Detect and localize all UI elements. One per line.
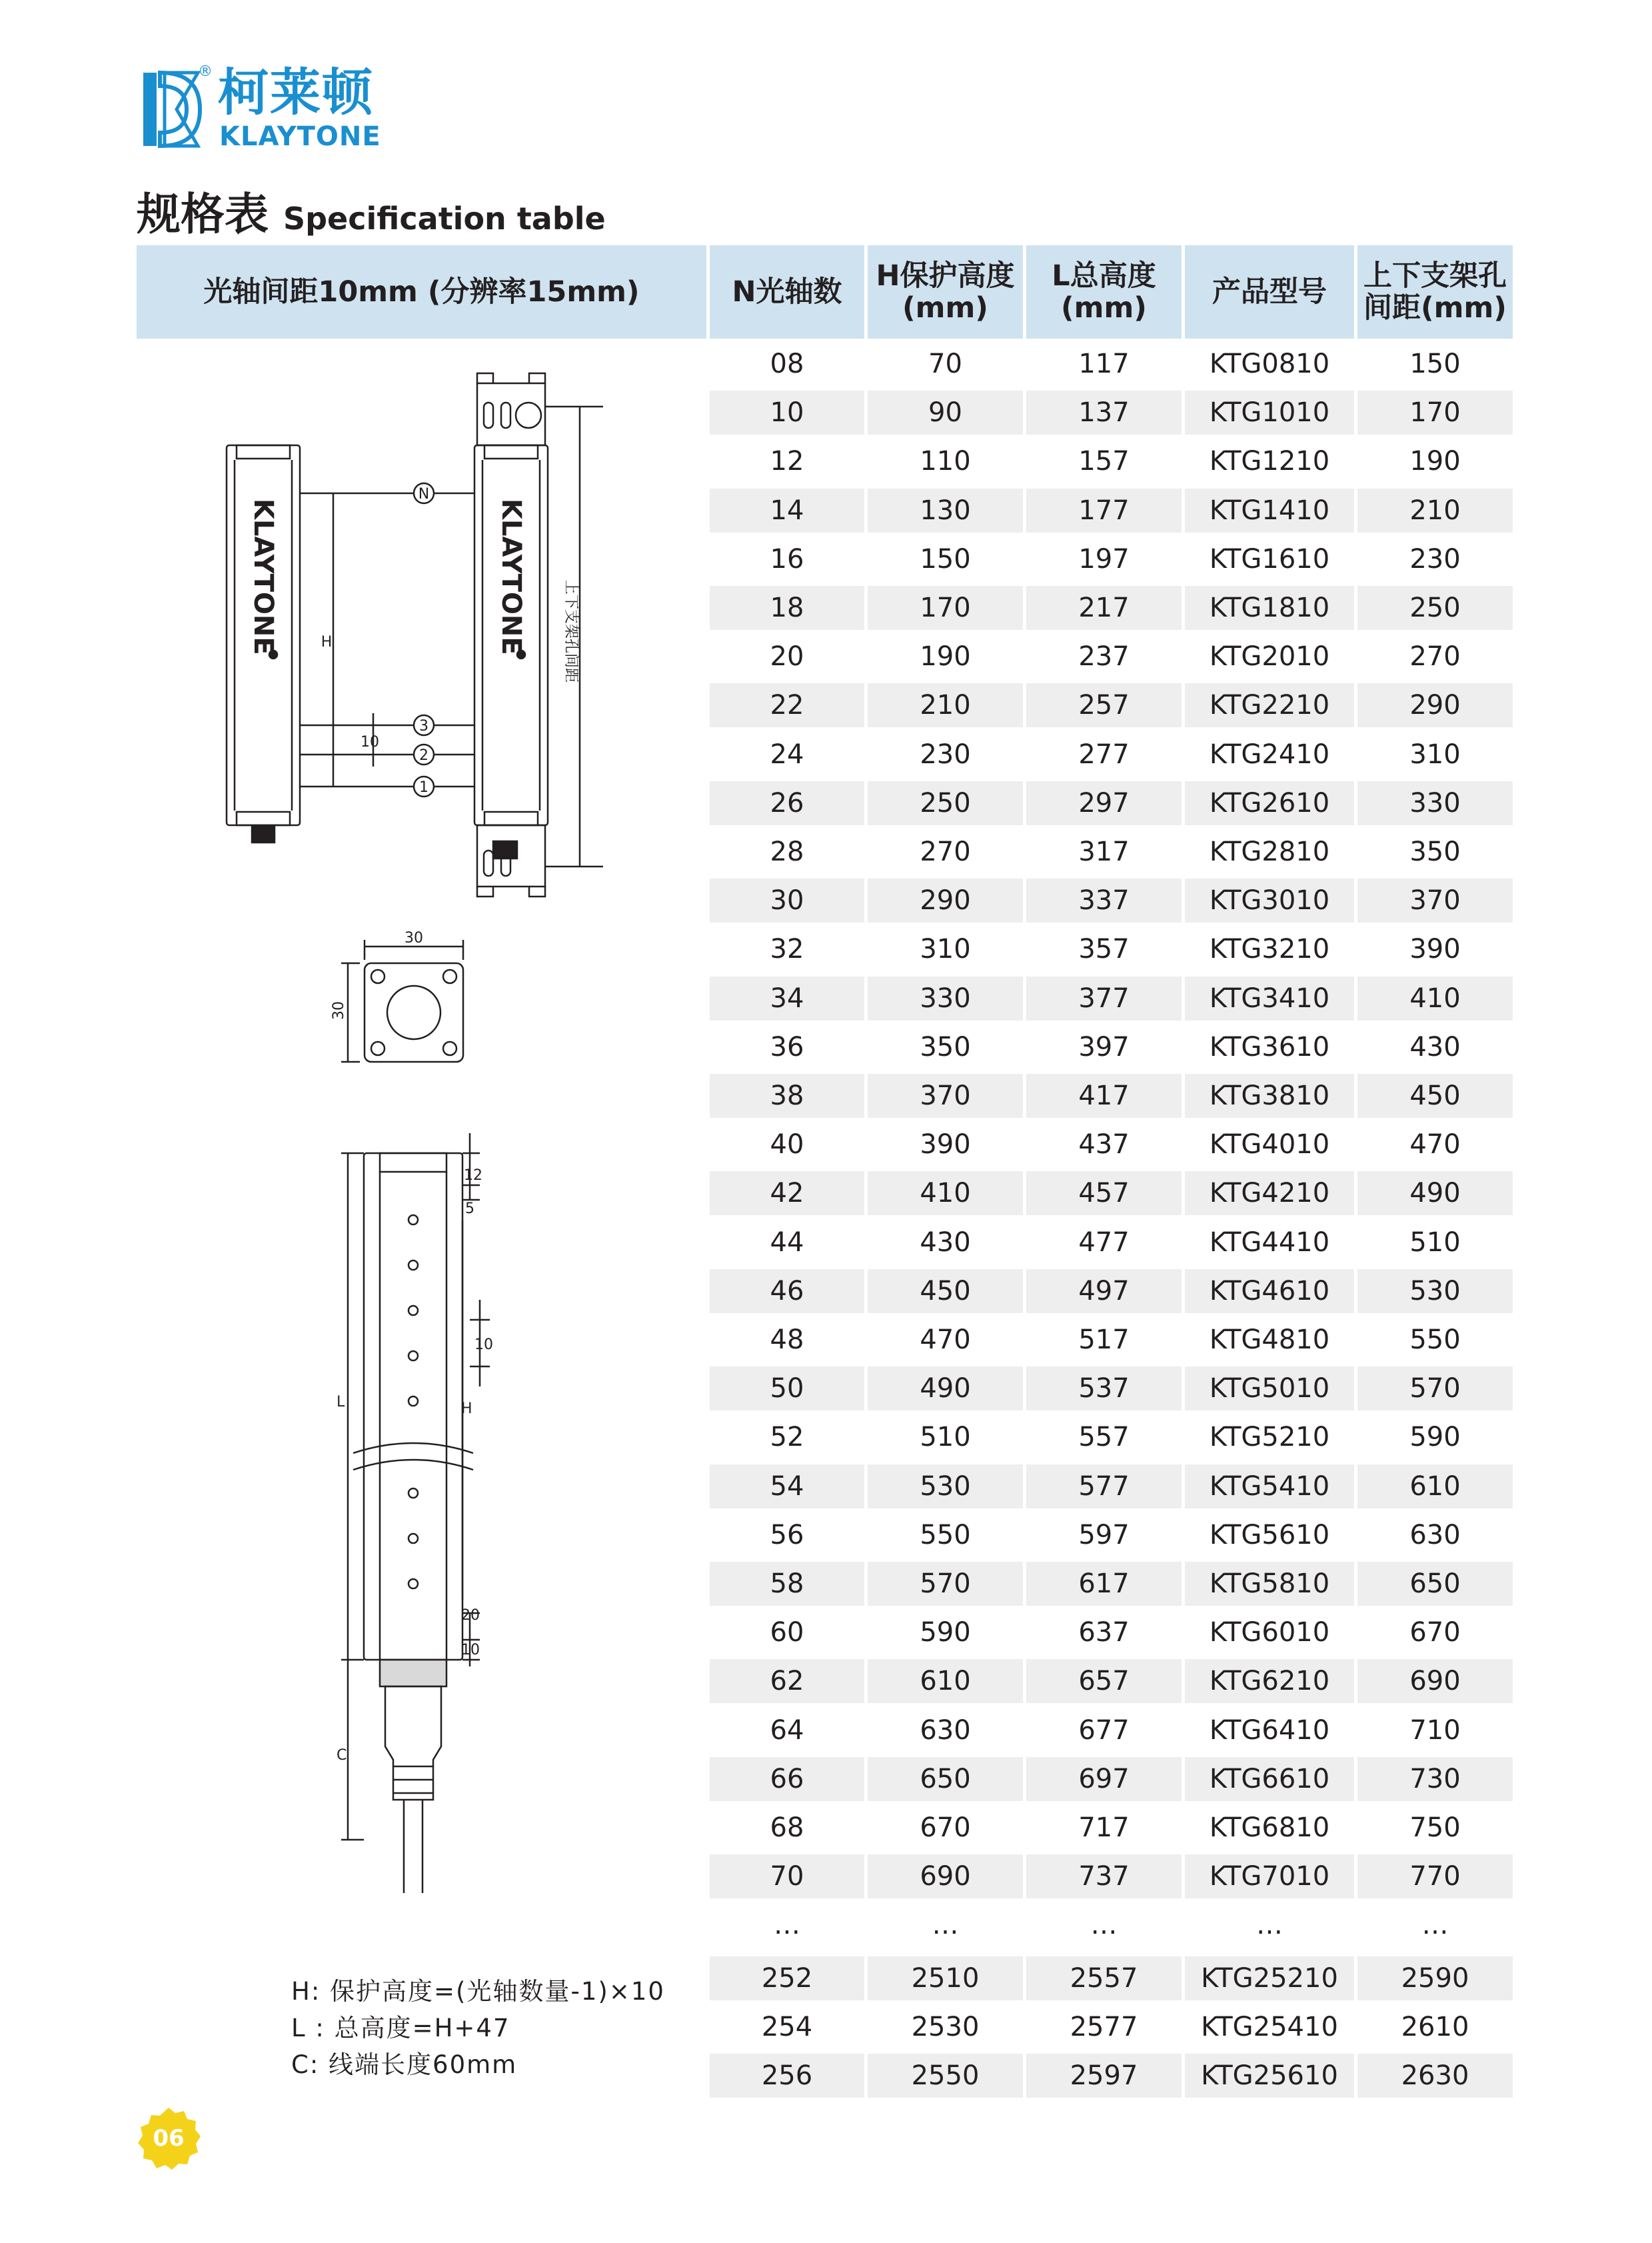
cell-hole-spacing: 450 — [1357, 1074, 1513, 1118]
cell-l: 557 — [1078, 1422, 1130, 1452]
cell-l: 637 — [1078, 1617, 1130, 1648]
cell-hole-spacing: 550 — [1409, 1324, 1461, 1355]
cell-n: 20 — [770, 641, 804, 672]
cell-model: KTG1010 — [1185, 391, 1354, 435]
cell-hole-spacing: 2630 — [1357, 2054, 1513, 2098]
cell-model: KTG5810 — [1185, 1562, 1354, 1606]
cell-model: KTG25410 — [1201, 2012, 1338, 2042]
cell-model: KTG6410 — [1209, 1715, 1330, 1746]
cell-hole-spacing: 650 — [1357, 1562, 1513, 1606]
sensor-pair-drawing — [227, 373, 603, 897]
cell-model: KTG2010 — [1209, 641, 1330, 672]
dim-label-c: C — [337, 1747, 347, 1764]
cell-l: 657 — [1026, 1659, 1182, 1703]
brand-name-cn: 柯莱顿 — [218, 63, 374, 122]
formula-notes — [291, 1973, 665, 2083]
cross-section-drawing — [341, 940, 463, 1062]
cell-l: 357 — [1078, 934, 1130, 965]
cell-model: KTG4410 — [1209, 1227, 1330, 1258]
cell-model: KTG6810 — [1209, 1812, 1330, 1843]
emitter-brand-text: KLAYTONE — [248, 499, 279, 655]
cell-hole-spacing: 330 — [1357, 781, 1513, 825]
cell-hole-spacing: 530 — [1357, 1269, 1513, 1313]
cell-l: 137 — [1026, 391, 1182, 435]
cell-n: 52 — [770, 1422, 804, 1452]
cell-hole-spacing: 210 — [1357, 489, 1513, 533]
cell-l: 177 — [1026, 489, 1182, 533]
cell-h: 250 — [868, 781, 1023, 825]
cell-h: 510 — [920, 1422, 971, 1452]
cell-n: 60 — [770, 1617, 804, 1648]
cell-h: 450 — [868, 1269, 1023, 1313]
dim-label-12: 12 — [464, 1167, 482, 1184]
section-height-label: 30 — [331, 1001, 347, 1020]
cell-model: KTG7010 — [1185, 1854, 1354, 1898]
cell-n: 26 — [710, 781, 864, 825]
cell-n: 14 — [710, 489, 864, 533]
header-spacing: 光轴间距10mm (分辨率15mm) — [137, 245, 706, 339]
cell-n: 48 — [770, 1324, 804, 1355]
cell-h: 690 — [868, 1854, 1023, 1898]
cell-n: 62 — [710, 1659, 864, 1703]
cell-h: 610 — [868, 1659, 1023, 1703]
cell-l: 317 — [1078, 837, 1130, 867]
cell-h: 230 — [920, 739, 971, 770]
cell-h: 130 — [868, 489, 1023, 533]
cell-n: 18 — [710, 586, 864, 630]
cell-hole-spacing: … — [1421, 1910, 1449, 1940]
cell-model: KTG6210 — [1185, 1659, 1354, 1703]
cell-h: 630 — [920, 1715, 971, 1746]
cell-hole-spacing: 410 — [1357, 977, 1513, 1021]
cell-hole-spacing: 470 — [1409, 1129, 1461, 1160]
cell-model: KTG1410 — [1185, 489, 1354, 533]
side-elevation-drawing — [341, 1133, 490, 1893]
cell-model: KTG6610 — [1185, 1757, 1354, 1801]
cell-l: 577 — [1026, 1464, 1182, 1508]
cell-model: KTG4810 — [1209, 1324, 1330, 1355]
cell-l: 417 — [1026, 1074, 1182, 1118]
cell-model: KTG5010 — [1185, 1366, 1354, 1410]
cell-l: 517 — [1078, 1324, 1130, 1355]
cell-model: KTG25610 — [1185, 2054, 1354, 2098]
cell-h: 330 — [868, 977, 1023, 1021]
dim-label-h: H — [321, 634, 333, 651]
beam-label-n: N — [418, 486, 430, 503]
cell-n: 70 — [710, 1854, 864, 1898]
bracket-spacing-label: 上下支架孔间距 — [562, 580, 579, 683]
header-h: H保护高度 (mm) — [868, 245, 1023, 339]
cell-model: KTG2410 — [1209, 739, 1330, 770]
cell-n: 30 — [710, 879, 864, 923]
receiver-brand-text: KLAYTONE — [496, 499, 526, 655]
cell-n: 252 — [710, 1956, 864, 2000]
cell-hole-spacing: 150 — [1409, 349, 1461, 379]
cell-l: 257 — [1026, 683, 1182, 727]
cell-h: 350 — [920, 1032, 971, 1063]
registered-mark: ® — [198, 63, 213, 80]
cell-hole-spacing: 570 — [1357, 1366, 1513, 1410]
technical-drawing — [0, 0, 706, 2000]
cell-hole-spacing: 170 — [1357, 391, 1513, 435]
beam-label-2: 2 — [419, 747, 428, 764]
cell-hole-spacing: 590 — [1409, 1422, 1461, 1452]
cell-l: 337 — [1026, 879, 1182, 923]
cell-model: KTG3410 — [1185, 977, 1354, 1021]
dim-label-10-bottom: 10 — [461, 1642, 480, 1658]
cell-h: 210 — [868, 683, 1023, 727]
cell-hole-spacing: 610 — [1357, 1464, 1513, 1508]
cell-l: 117 — [1078, 349, 1130, 379]
cell-model: KTG5410 — [1185, 1464, 1354, 1508]
cell-hole-spacing: 430 — [1409, 1032, 1461, 1063]
cell-l: 457 — [1026, 1171, 1182, 1215]
cell-hole-spacing: 230 — [1409, 544, 1461, 575]
cell-model: KTG3610 — [1209, 1032, 1330, 1063]
cell-h: 2510 — [868, 1956, 1023, 2000]
cell-n: 16 — [770, 544, 804, 575]
dim-label-10: 10 — [361, 734, 379, 751]
cell-h: 170 — [868, 586, 1023, 630]
cell-l: 537 — [1026, 1366, 1182, 1410]
cell-h: 310 — [920, 934, 971, 965]
cell-h: 550 — [920, 1520, 971, 1550]
cell-hole-spacing: 490 — [1357, 1171, 1513, 1215]
cell-n: 54 — [710, 1464, 864, 1508]
dim-label-5: 5 — [465, 1200, 474, 1217]
cell-l: 717 — [1078, 1812, 1130, 1843]
cell-l: 677 — [1078, 1715, 1130, 1746]
cell-n: 32 — [770, 934, 804, 965]
cell-model: KTG2810 — [1209, 837, 1330, 867]
cell-n: 36 — [770, 1032, 804, 1063]
cell-h: 150 — [920, 544, 971, 575]
cell-n: 58 — [710, 1562, 864, 1606]
cell-h: 670 — [920, 1812, 971, 1843]
cell-hole-spacing: 370 — [1357, 879, 1513, 923]
dim-label-20: 20 — [461, 1607, 480, 1624]
cell-hole-spacing: 270 — [1409, 641, 1461, 672]
cell-h: 190 — [920, 641, 971, 672]
cell-hole-spacing: 690 — [1357, 1659, 1513, 1703]
cell-hole-spacing: 710 — [1409, 1715, 1461, 1746]
cell-hole-spacing: 190 — [1409, 446, 1461, 477]
title-en: Specification table — [283, 201, 606, 237]
dim-label-l: L — [337, 1394, 345, 1410]
cell-model: KTG2610 — [1185, 781, 1354, 825]
cell-l: 437 — [1078, 1129, 1130, 1160]
dim-label-h2: H — [461, 1400, 472, 1417]
dim-label-pitch: 10 — [474, 1336, 493, 1353]
section-width-label: 30 — [405, 930, 423, 947]
cell-n: 66 — [710, 1757, 864, 1801]
cell-model: KTG1610 — [1209, 544, 1330, 575]
note-c: C: 线端长度60mm — [291, 2050, 518, 2079]
cell-l: 497 — [1026, 1269, 1182, 1313]
header-n: N光轴数 — [710, 245, 864, 339]
cell-hole-spacing: 630 — [1409, 1520, 1461, 1550]
cell-h: 2550 — [868, 2054, 1023, 2098]
beam-label-3: 3 — [419, 718, 428, 735]
cell-h: 290 — [868, 879, 1023, 923]
cell-hole-spacing: 770 — [1357, 1854, 1513, 1898]
cell-h: 430 — [920, 1227, 971, 1258]
cell-h: 490 — [868, 1366, 1023, 1410]
cell-n: 42 — [710, 1171, 864, 1215]
cell-n: 56 — [770, 1520, 804, 1550]
cell-n: 28 — [770, 837, 804, 867]
cell-model: KTG1810 — [1185, 586, 1354, 630]
cell-h: 90 — [868, 391, 1023, 435]
cell-l: 597 — [1078, 1520, 1130, 1550]
cell-l: 2577 — [1070, 2012, 1138, 2042]
cell-hole-spacing: 2590 — [1357, 1956, 1513, 2000]
cell-model: KTG5210 — [1209, 1422, 1330, 1452]
cell-model: KTG4610 — [1185, 1269, 1354, 1313]
cell-h: 650 — [868, 1757, 1023, 1801]
cell-h: 2530 — [911, 2012, 980, 2042]
cell-model: KTG3810 — [1185, 1074, 1354, 1118]
cell-model: KTG0810 — [1209, 349, 1330, 379]
cell-hole-spacing: 390 — [1409, 934, 1461, 965]
cell-h: 470 — [920, 1324, 971, 1355]
cell-h: 570 — [868, 1562, 1023, 1606]
cell-n: 50 — [710, 1366, 864, 1410]
cell-n: … — [774, 1910, 800, 1940]
cell-hole-spacing: 2610 — [1401, 2012, 1469, 2042]
brand-name-en: KLAYTONE — [219, 121, 381, 152]
cell-hole-spacing: 750 — [1409, 1812, 1461, 1843]
cell-h: 530 — [868, 1464, 1023, 1508]
cell-l: 237 — [1078, 641, 1130, 672]
header-model: 产品型号 — [1185, 245, 1354, 339]
cell-l: 377 — [1026, 977, 1182, 1021]
cell-h: 410 — [868, 1171, 1023, 1215]
header-l: L总高度 (mm) — [1026, 245, 1182, 339]
cell-hole-spacing: 730 — [1357, 1757, 1513, 1801]
cell-l: 197 — [1078, 544, 1130, 575]
cell-l: 297 — [1026, 781, 1182, 825]
cell-n: 68 — [770, 1812, 804, 1843]
cell-h: 370 — [868, 1074, 1023, 1118]
cell-l: 697 — [1026, 1757, 1182, 1801]
cell-h: 70 — [928, 349, 962, 379]
cell-n: 34 — [710, 977, 864, 1021]
cell-model: KTG4010 — [1209, 1129, 1330, 1160]
cell-hole-spacing: 290 — [1357, 683, 1513, 727]
cell-model: KTG3010 — [1185, 879, 1354, 923]
cell-l: 2597 — [1026, 2054, 1182, 2098]
cell-n: 12 — [770, 446, 804, 477]
cell-n: 22 — [710, 683, 864, 727]
cell-h: 590 — [920, 1617, 971, 1648]
cell-n: 10 — [710, 391, 864, 435]
cell-n: 38 — [710, 1074, 864, 1118]
cell-l: 397 — [1078, 1032, 1130, 1063]
cell-n: 44 — [770, 1227, 804, 1258]
cell-h: 110 — [920, 446, 971, 477]
cell-l: 477 — [1078, 1227, 1130, 1258]
cell-model: KTG4210 — [1185, 1171, 1354, 1215]
cell-l: 617 — [1026, 1562, 1182, 1606]
cell-hole-spacing: 350 — [1409, 837, 1461, 867]
cell-hole-spacing: 310 — [1409, 739, 1461, 770]
note-h: H: 保护高度=(光轴数量-1)×10 — [291, 1977, 665, 2006]
cell-l: 157 — [1078, 446, 1130, 477]
cell-n: 08 — [770, 349, 804, 379]
cell-h: 390 — [920, 1129, 971, 1160]
header-hole-spacing: 上下支架孔 间距(mm) — [1357, 245, 1513, 339]
beam-label-1: 1 — [419, 779, 428, 796]
cell-model: KTG3210 — [1209, 934, 1330, 965]
cell-l: 277 — [1078, 739, 1130, 770]
cell-n: 46 — [710, 1269, 864, 1313]
cell-h: … — [932, 1910, 959, 1940]
cell-hole-spacing: 510 — [1409, 1227, 1461, 1258]
note-l: L : 总高度=H+47 — [291, 2014, 510, 2042]
cell-n: 24 — [770, 739, 804, 770]
cell-n: 64 — [770, 1715, 804, 1746]
cell-l: … — [1090, 1910, 1118, 1940]
cell-h: 270 — [920, 837, 971, 867]
title-cn: 规格表 — [137, 189, 269, 240]
cell-model: KTG6010 — [1209, 1617, 1330, 1648]
cell-l: 2557 — [1026, 1956, 1182, 2000]
cell-model: KTG2210 — [1185, 683, 1354, 727]
cell-n: 40 — [770, 1129, 804, 1160]
page-number: 06 — [153, 2125, 185, 2152]
cell-l: 737 — [1026, 1854, 1182, 1898]
cell-n: 256 — [710, 2054, 864, 2098]
cell-model: KTG1210 — [1209, 446, 1330, 477]
cell-model: … — [1256, 1910, 1283, 1940]
cell-hole-spacing: 670 — [1409, 1617, 1461, 1648]
cell-n: 254 — [761, 2012, 813, 2042]
cell-hole-spacing: 250 — [1357, 586, 1513, 630]
cell-model: KTG5610 — [1209, 1520, 1330, 1550]
cell-l: 217 — [1026, 586, 1182, 630]
cell-model: KTG25210 — [1185, 1956, 1354, 2000]
